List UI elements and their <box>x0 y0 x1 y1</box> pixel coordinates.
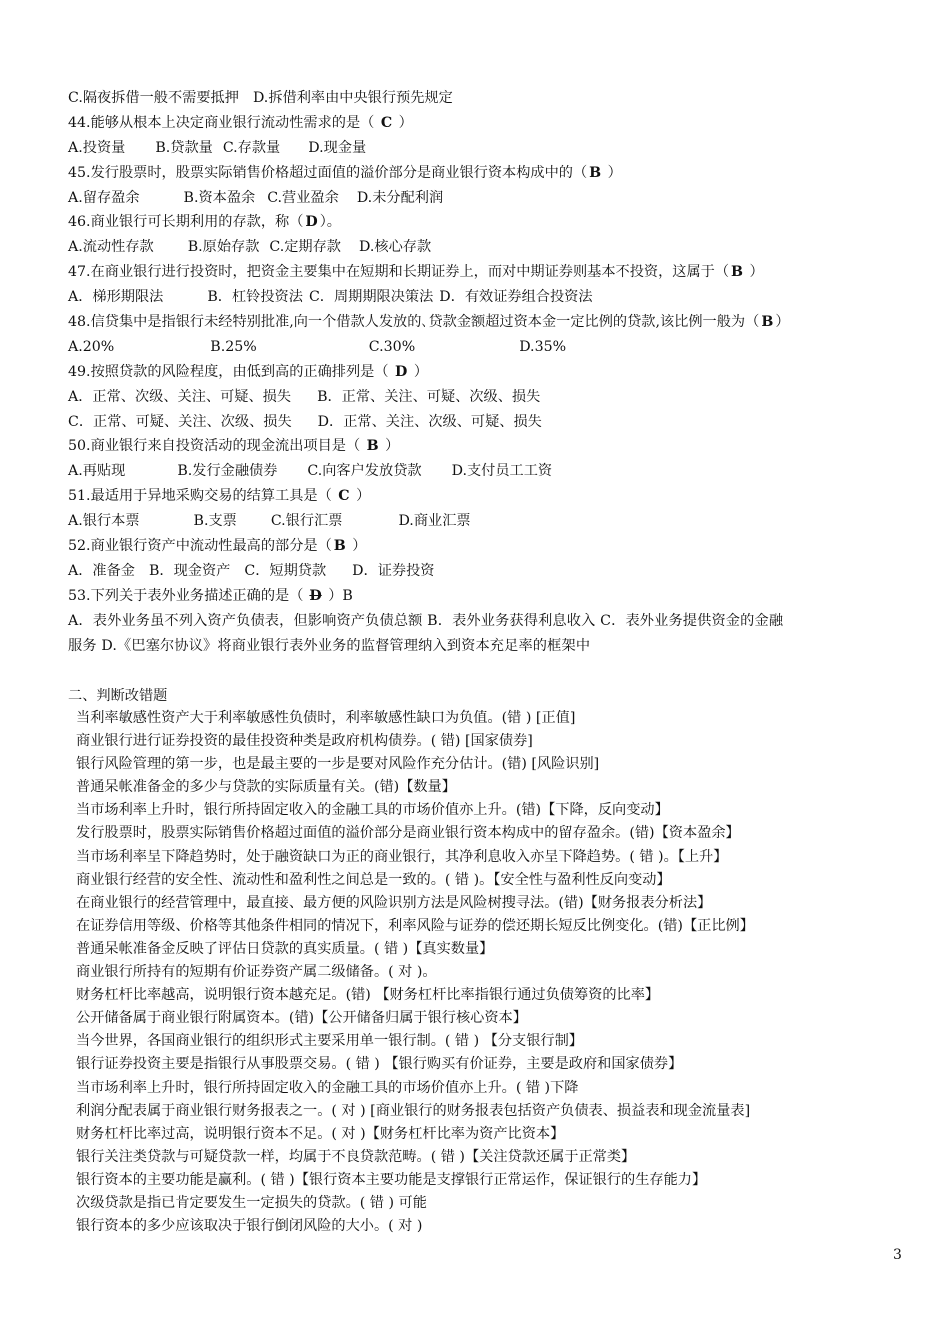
answer-key: B <box>589 164 602 181</box>
question-stem <box>68 584 918 609</box>
answer-key: B <box>366 438 379 455</box>
answer-options <box>68 335 918 360</box>
answer-option: C.营业盈余 <box>267 189 339 206</box>
answer-option: C．正常、可疑、关注、次级、损失 <box>68 413 292 430</box>
question-stem <box>68 434 918 459</box>
judgement-item: 银行证券投资主要是指银行从事股票交易。( 错 ) 【银行购买有价证券，主要是政府和国家债券】 <box>76 1056 683 1073</box>
judgement-item: 次级贷款是指已肯定要发生一定损失的贷款。( 错 ) 可能 <box>76 1194 427 1211</box>
answer-option: B.支票 <box>193 513 237 530</box>
answer-key: B <box>731 264 744 281</box>
judgement-item: 利润分配表属于商业银行财务报表之一。( 对 ) [商业银行的财务报表包括资产负债表、损益表和现金流量表] <box>76 1102 751 1119</box>
answer-key: C <box>380 114 393 131</box>
answer-option: A.银行本票 <box>68 513 140 530</box>
judgement-item: 财务杠杆比率越高，说明银行资本越充足。(错) 【财务杠杆比率指银行通过负债筹资的比率】 <box>76 987 660 1004</box>
question-text-end: ） <box>351 488 371 505</box>
question-text-end: ） <box>745 264 764 281</box>
section-title: 二、判断改错题 <box>68 688 168 704</box>
answer-option: D.未分配利润 <box>356 189 444 206</box>
question-stem <box>68 484 918 509</box>
answer-option: A.20% <box>68 338 115 355</box>
question-stem <box>68 360 918 385</box>
answer-option: C.向客户发放贷款 <box>307 463 422 480</box>
judgement-item: 发行股票时，股票实际销售价格超过面值的溢价部分是商业银行资本构成中的留存盈余。(错)【资本盈余】 <box>76 825 740 842</box>
answer-options <box>68 86 918 111</box>
page-number: 3 <box>893 1247 902 1263</box>
answer-option: C．短期贷款 <box>244 562 327 579</box>
judgement-item: 财务杠杆比率过高，说明银行资本不足。( 对 )【财务杠杆比率为资产比资本】 <box>76 1125 565 1142</box>
question-text: 51.最适用于异地采购交易的结算工具是（ <box>68 488 337 505</box>
answer-options <box>68 459 918 484</box>
answer-key: B <box>333 538 346 555</box>
judgement-item: 当市场利率呈下降趋势时，处于融资缺口为正的商业银行，其净利息收入亦呈下降趋势。( 错 )。【上升】 <box>76 848 728 865</box>
answer-option: B.25% <box>210 338 257 355</box>
judgement-item: 商业银行经营的安全性、流动性和盈利性之间总是一致的。( 错 )。【安全性与盈利性反向变动】 <box>76 871 671 888</box>
judgement-item: 当市场利率上升时，银行所持固定收入的金融工具的市场价值亦上升。( 错 )下降 <box>76 1079 579 1096</box>
answer-option: C．周期期限决策法 <box>308 289 434 306</box>
judgement-item: 当今世界，各国商业银行的组织形式主要采用单一银行制。( 错 ) 【分支银行制】 <box>76 1033 583 1050</box>
answer-options <box>68 385 918 410</box>
true-false-list <box>76 707 926 1238</box>
question-stem <box>68 210 918 235</box>
question-text-end: ） <box>409 363 429 380</box>
judgement-item: 银行资本的多少应该取决于银行倒闭风险的大小。( 对 ) <box>76 1218 423 1235</box>
question-text: 48.信贷集中是指银行未经特别批准,向一个借款人发放的､贷款金额超过资本金一定比例的贷款,该比例一般为（ <box>68 314 760 331</box>
judgement-item: 在证券信用等级、价格等其他条件相同的情况下，利率风险与证券的偿还期长短反比例变化。(错)【正比例】 <box>76 917 754 934</box>
question-text-line: 服务 D.《巴塞尔协议》将商业银行表外业务的监督管理纳入到资本充足率的框架中 <box>68 637 591 654</box>
judgement-item: 普通呆帐准备金反映了评估日贷款的真实质量。( 错 )【真实数量】 <box>76 940 494 957</box>
answer-option: C.30% <box>368 338 416 355</box>
judgement-item: 商业银行所持有的短期有价证券资产属二级储备。( 对 )。 <box>76 964 437 981</box>
answer-options <box>68 559 918 584</box>
answer-option: A．准备金 <box>68 562 135 579</box>
answer-option: B.资本盈余 <box>183 189 256 206</box>
answer-option: A.投资量 <box>68 139 126 156</box>
judgement-item: 银行资本的主要功能是赢利。( 错 )【银行资本主要功能是支撑银行正常运作，保证银行的生存能力】 <box>76 1171 707 1188</box>
answer-option: B．杠铃投资法 <box>207 289 303 306</box>
question-text-end: ）。 <box>319 214 341 231</box>
question-text-end: ） <box>603 164 622 181</box>
question-stem <box>68 260 918 285</box>
question-text-line: A．表外业务虽不列入资产负债表，但影响资产负债总额 B．表外业务获得利息收入 C．表外业务提供资金的金融 <box>68 612 784 629</box>
answer-key: C <box>338 488 350 505</box>
judgement-item: 当市场利率上升时，银行所持固定收入的金融工具的市场价值亦上升。(错)【下降，反向变动】 <box>76 802 669 819</box>
answer-option: A.再贴现 <box>68 463 126 480</box>
answer-option: A．梯形期限法 <box>68 289 164 306</box>
question-text: 46.商业银行可长期利用的存款，称（ <box>68 214 304 231</box>
question-text-end: ） <box>380 438 400 455</box>
question-text-end: ） <box>775 314 790 331</box>
judgement-item: 在商业银行的经营管理中，最直接、最方便的风险识别方法是风险树搜寻法。(错)【财务报表分析法】 <box>76 894 712 911</box>
answer-options <box>68 186 918 211</box>
answer-option: A.流动性存款 <box>68 239 154 256</box>
answer-option: A．正常、次级、关注、可疑、损失 <box>68 388 292 405</box>
question-text: 44.能够从根本上决定商业银行流动性需求的是（ <box>68 114 379 131</box>
question-text-end: ）B <box>323 587 353 604</box>
judgement-item: 当利率敏感性资产大于利率敏感性负债时，利率敏感性缺口为负值。(错 ) [正值] <box>76 710 576 726</box>
question-stem <box>68 310 918 335</box>
answer-key: D <box>309 587 322 604</box>
question-text-end: ） <box>347 538 367 555</box>
question-stem <box>68 111 918 136</box>
question-text: 47.在商业银行进行投资时，把资金主要集中在短期和长期证券上，而对中期证券则基本不投资，这属于（ <box>68 264 730 281</box>
judgement-item: 商业银行进行证券投资的最佳投资种类是政府机构债券。( 错) [国家债券] <box>76 733 533 750</box>
answer-options <box>68 285 918 310</box>
question-stem <box>68 161 918 186</box>
judgement-item: 银行风险管理的第一步，也是最主要的一步是要对风险作充分估计。(错) [风险识别] <box>76 756 600 773</box>
question-text: 49.按照贷款的风险程度，由低到高的正确排列是（ <box>68 363 394 380</box>
answer-option: D.拆借利率由中央银行预先规定 <box>252 90 453 106</box>
answer-option: D.现金量 <box>308 139 367 156</box>
question-text: 53.下列关于表外业务描述正确的是（ <box>68 587 304 604</box>
question-text: 45.发行股票时，股票实际销售价格超过面值的溢价部分是商业银行资本构成中的（ <box>68 164 588 181</box>
answer-option: D．有效证券组合投资法 <box>439 289 593 306</box>
answer-option: C.存款量 <box>222 139 281 156</box>
answer-option: D．证券投资 <box>352 562 435 579</box>
answer-option: D.核心存款 <box>359 239 432 256</box>
answer-options <box>68 136 918 161</box>
question-text: 52.商业银行资产中流动性最高的部分是（ <box>68 538 332 555</box>
answer-option: B.原始存款 <box>187 239 260 256</box>
judgement-item: 普通呆帐准备金的多少与贷款的实际质量有关。(错)【数量】 <box>76 779 456 796</box>
answer-key: D <box>395 363 408 380</box>
answer-options <box>68 235 918 260</box>
question-text-end: ） <box>394 114 413 131</box>
answer-option: B．正常、关注、可疑、次级、损失 <box>317 388 541 405</box>
answer-options <box>68 410 918 435</box>
multiple-choice-questions <box>68 86 918 658</box>
answer-option: B.贷款量 <box>155 139 213 156</box>
answer-option: D.35% <box>519 338 567 355</box>
answer-option: C.银行汇票 <box>270 513 343 530</box>
answer-key: B <box>761 314 774 331</box>
answer-option: B.发行金融债券 <box>177 463 278 480</box>
answer-option: B．现金资产 <box>149 562 231 579</box>
judgement-item: 公开储备属于商业银行附属资本。(错)【公开储备归属于银行核心资本】 <box>76 1010 527 1027</box>
question-text: 50.商业银行来自投资活动的现金流出项目是（ <box>68 438 365 455</box>
question-stem <box>68 534 918 559</box>
answer-option: D．正常、关注、次级、可疑、损失 <box>317 413 542 430</box>
answer-option: D.支付员工工资 <box>451 463 553 480</box>
answer-options <box>68 509 918 534</box>
judgement-item: 银行关注类贷款与可疑贷款一样，均属于不良贷款范畴。( 错 )【关注贷款还属于正常类】 <box>76 1148 636 1165</box>
answer-option: A.留存盈余 <box>68 189 140 206</box>
answer-option: D.商业汇票 <box>398 513 471 530</box>
answer-option: C.定期存款 <box>269 239 341 256</box>
answer-key: D <box>305 214 318 231</box>
answer-option: C.隔夜拆借一般不需要抵押 <box>68 90 239 106</box>
